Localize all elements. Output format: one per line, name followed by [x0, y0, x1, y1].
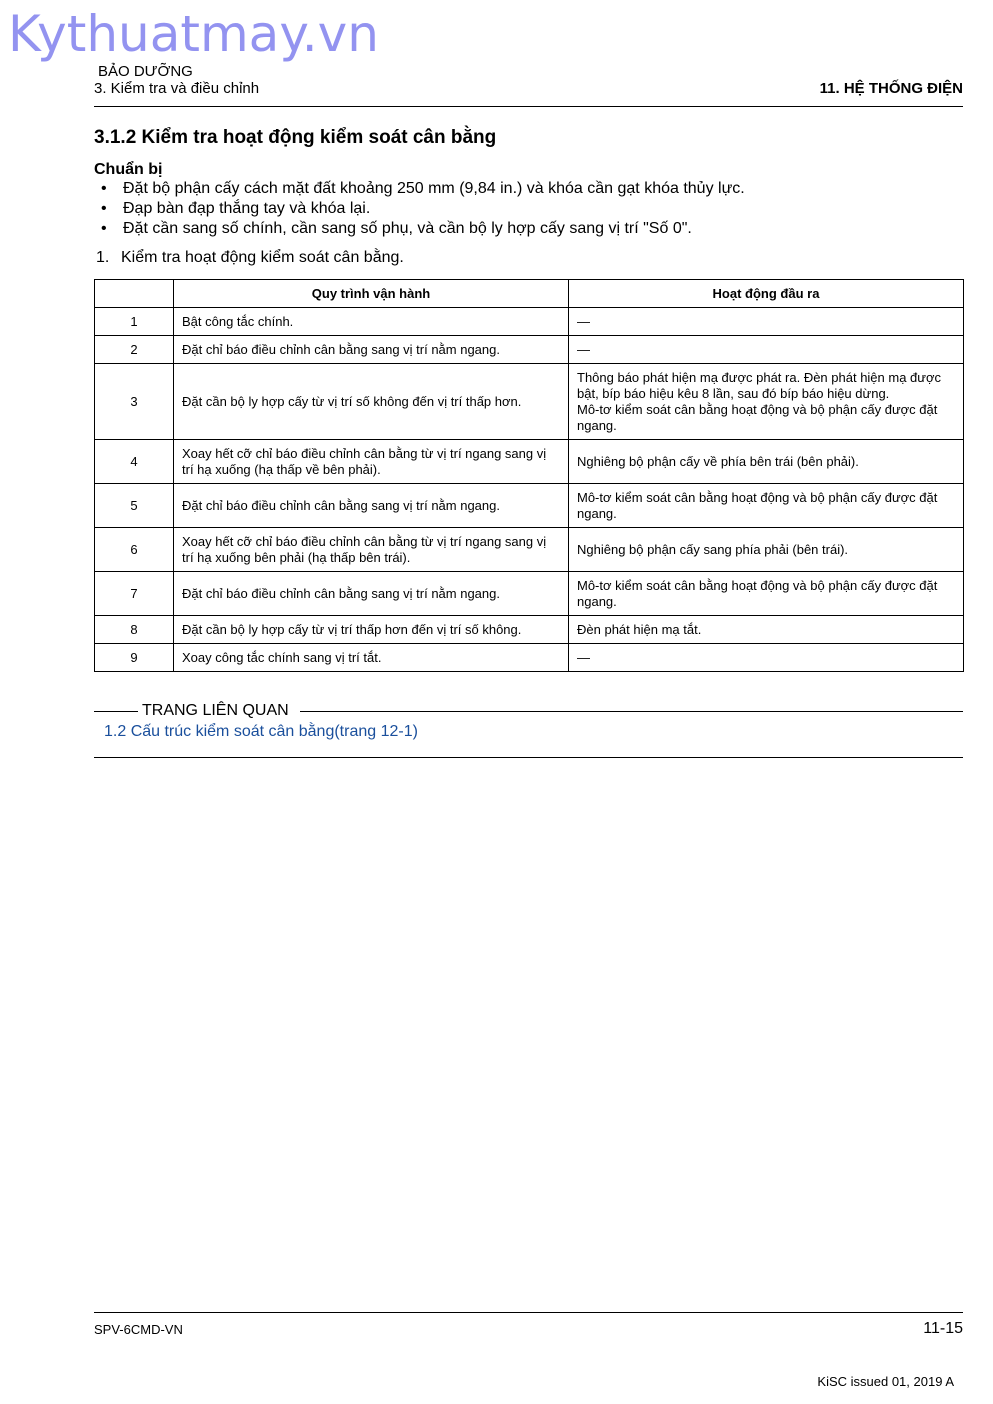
procedure-line: Xoay hết cỡ chỉ báo điều chỉnh cân bằng từ vị trí ngang sang vị: [182, 533, 547, 549]
table-row: [95, 308, 964, 336]
row-procedure: [174, 484, 569, 528]
operation-table: [94, 279, 964, 672]
preparation-list: [94, 179, 745, 239]
related-pages: [94, 700, 963, 740]
header-chapter: 11. HỆ THỐNG ĐIỆN: [819, 80, 963, 97]
row-procedure: [174, 308, 569, 336]
related-divider: [94, 757, 963, 758]
procedure-line: Đặt cần bộ ly hợp cấy từ vị trí thấp hơn đến vị trí số không.: [182, 621, 522, 637]
preparation-item: • Đặt cần sang số chính, cần sang số phụ, và cần bộ ly hợp cấy sang vị trí "Số 0".: [94, 219, 745, 239]
row-number: 5: [95, 484, 174, 528]
header-divider: [94, 106, 963, 107]
output-line: bật, bíp báo hiệu kêu 8 lần, sau đó bíp báo hiệu dừng.: [577, 385, 890, 401]
row-procedure: [174, 440, 569, 484]
table-row: [95, 364, 964, 440]
footer-divider: [94, 1312, 963, 1313]
step-text: Kiểm tra hoạt động kiểm soát cân bằng.: [121, 249, 404, 266]
row-number: 6: [95, 528, 174, 572]
table-row: [95, 484, 964, 528]
issue-info: KiSC issued 01, 2019 A: [817, 1374, 954, 1389]
row-procedure: [174, 616, 569, 644]
page-number: 11-15: [923, 1320, 963, 1337]
output-line: Mô-tơ kiểm soát cân bằng hoạt động và bộ phận cấy được đặt: [577, 401, 938, 417]
procedure-line: trí hạ xuống bên phải (hạ thấp bên trái).: [182, 549, 411, 565]
row-number: 2: [95, 336, 174, 364]
output-line: —: [577, 313, 590, 329]
output-line: Nghiêng bộ phận cấy về phía bên trái (bên phải).: [577, 453, 859, 469]
related-rule-left: [94, 711, 138, 712]
output-line: Thông báo phát hiện mạ được phát ra. Đèn phát hiện mạ được: [577, 369, 942, 385]
output-line: Mô-tơ kiểm soát cân bằng hoạt động và bộ phận cấy được đặt: [577, 489, 938, 505]
output-line: —: [577, 341, 590, 357]
table-header-row: [95, 280, 964, 308]
output-line: —: [577, 649, 590, 665]
table-row: [95, 528, 964, 572]
preparation-item: • Đặt bộ phận cấy cách mặt đất khoảng 250 mm (9,84 in.) và khóa cần gạt khóa thủy lực.: [94, 179, 745, 199]
output-line: Nghiêng bộ phận cấy sang phía phải (bên trái).: [577, 541, 849, 557]
preparation-item: • Đạp bàn đạp thắng tay và khóa lại.: [94, 199, 745, 219]
related-link[interactable]: 1.2 Cấu trúc kiểm soát cân bằng(trang 12-1): [104, 723, 418, 740]
row-output: [569, 484, 964, 528]
row-number: 1: [95, 308, 174, 336]
table-row: [95, 440, 964, 484]
row-output: [569, 440, 964, 484]
table-row: [95, 616, 964, 644]
header-procedure: Quy trình vận hành: [174, 280, 569, 308]
procedure-line: Đặt chỉ báo điều chỉnh cân bằng sang vị trí nằm ngang.: [182, 585, 500, 601]
procedure-line: Đặt chỉ báo điều chỉnh cân bằng sang vị trí nằm ngang.: [182, 497, 500, 513]
row-output: [569, 572, 964, 616]
output-line: ngang.: [577, 505, 617, 521]
row-number: 4: [95, 440, 174, 484]
footer-code: SPV-6CMD-VN: [94, 1322, 183, 1337]
row-number: 7: [95, 572, 174, 616]
row-output: [569, 644, 964, 672]
procedure-line: Đặt chỉ báo điều chỉnh cân bằng sang vị trí nằm ngang.: [182, 341, 500, 357]
watermark: Kythuatmay.vn: [8, 5, 379, 63]
row-output: [569, 308, 964, 336]
header-subsection: 3. Kiểm tra và điều chỉnh: [94, 80, 260, 97]
related-rule-right: [300, 711, 963, 712]
row-procedure: [174, 572, 569, 616]
related-heading: TRANG LIÊN QUAN: [142, 700, 293, 722]
step-number: 1.: [96, 249, 110, 266]
page-title: 3.1.2 Kiểm tra hoạt động kiểm soát cân bằng: [94, 127, 497, 148]
row-procedure: [174, 528, 569, 572]
output-line: ngang.: [577, 417, 617, 433]
header-number: [95, 280, 174, 308]
table-row: [95, 572, 964, 616]
header-output: Hoạt động đầu ra: [569, 280, 964, 308]
output-line: Mô-tơ kiểm soát cân bằng hoạt động và bộ phận cấy được đặt: [577, 577, 938, 593]
step-1: [96, 248, 404, 268]
row-procedure: [174, 644, 569, 672]
procedure-line: Đặt cần bộ ly hợp cấy từ vị trí số không đến vị trí thấp hơn.: [182, 393, 522, 409]
output-line: ngang.: [577, 593, 617, 609]
row-number: 3: [95, 364, 174, 440]
row-number: 8: [95, 616, 174, 644]
row-procedure: [174, 336, 569, 364]
row-procedure: [174, 364, 569, 440]
procedure-line: Bật công tắc chính.: [182, 313, 294, 329]
row-output: [569, 616, 964, 644]
row-output: [569, 336, 964, 364]
row-number: 9: [95, 644, 174, 672]
output-line: Đèn phát hiện mạ tắt.: [577, 621, 702, 637]
procedure-line: trí hạ xuống (hạ thấp về bên phải).: [182, 461, 381, 477]
table-row: [95, 644, 964, 672]
row-output: [569, 364, 964, 440]
row-output: [569, 528, 964, 572]
table-row: [95, 336, 964, 364]
preparation-heading: Chuẩn bị: [94, 161, 163, 178]
procedure-line: Xoay công tắc chính sang vị trí tắt.: [182, 649, 382, 665]
header-section: BẢO DƯỠNG: [98, 63, 193, 80]
procedure-line: Xoay hết cỡ chỉ báo điều chỉnh cân bằng từ vị trí ngang sang vị: [182, 445, 547, 461]
